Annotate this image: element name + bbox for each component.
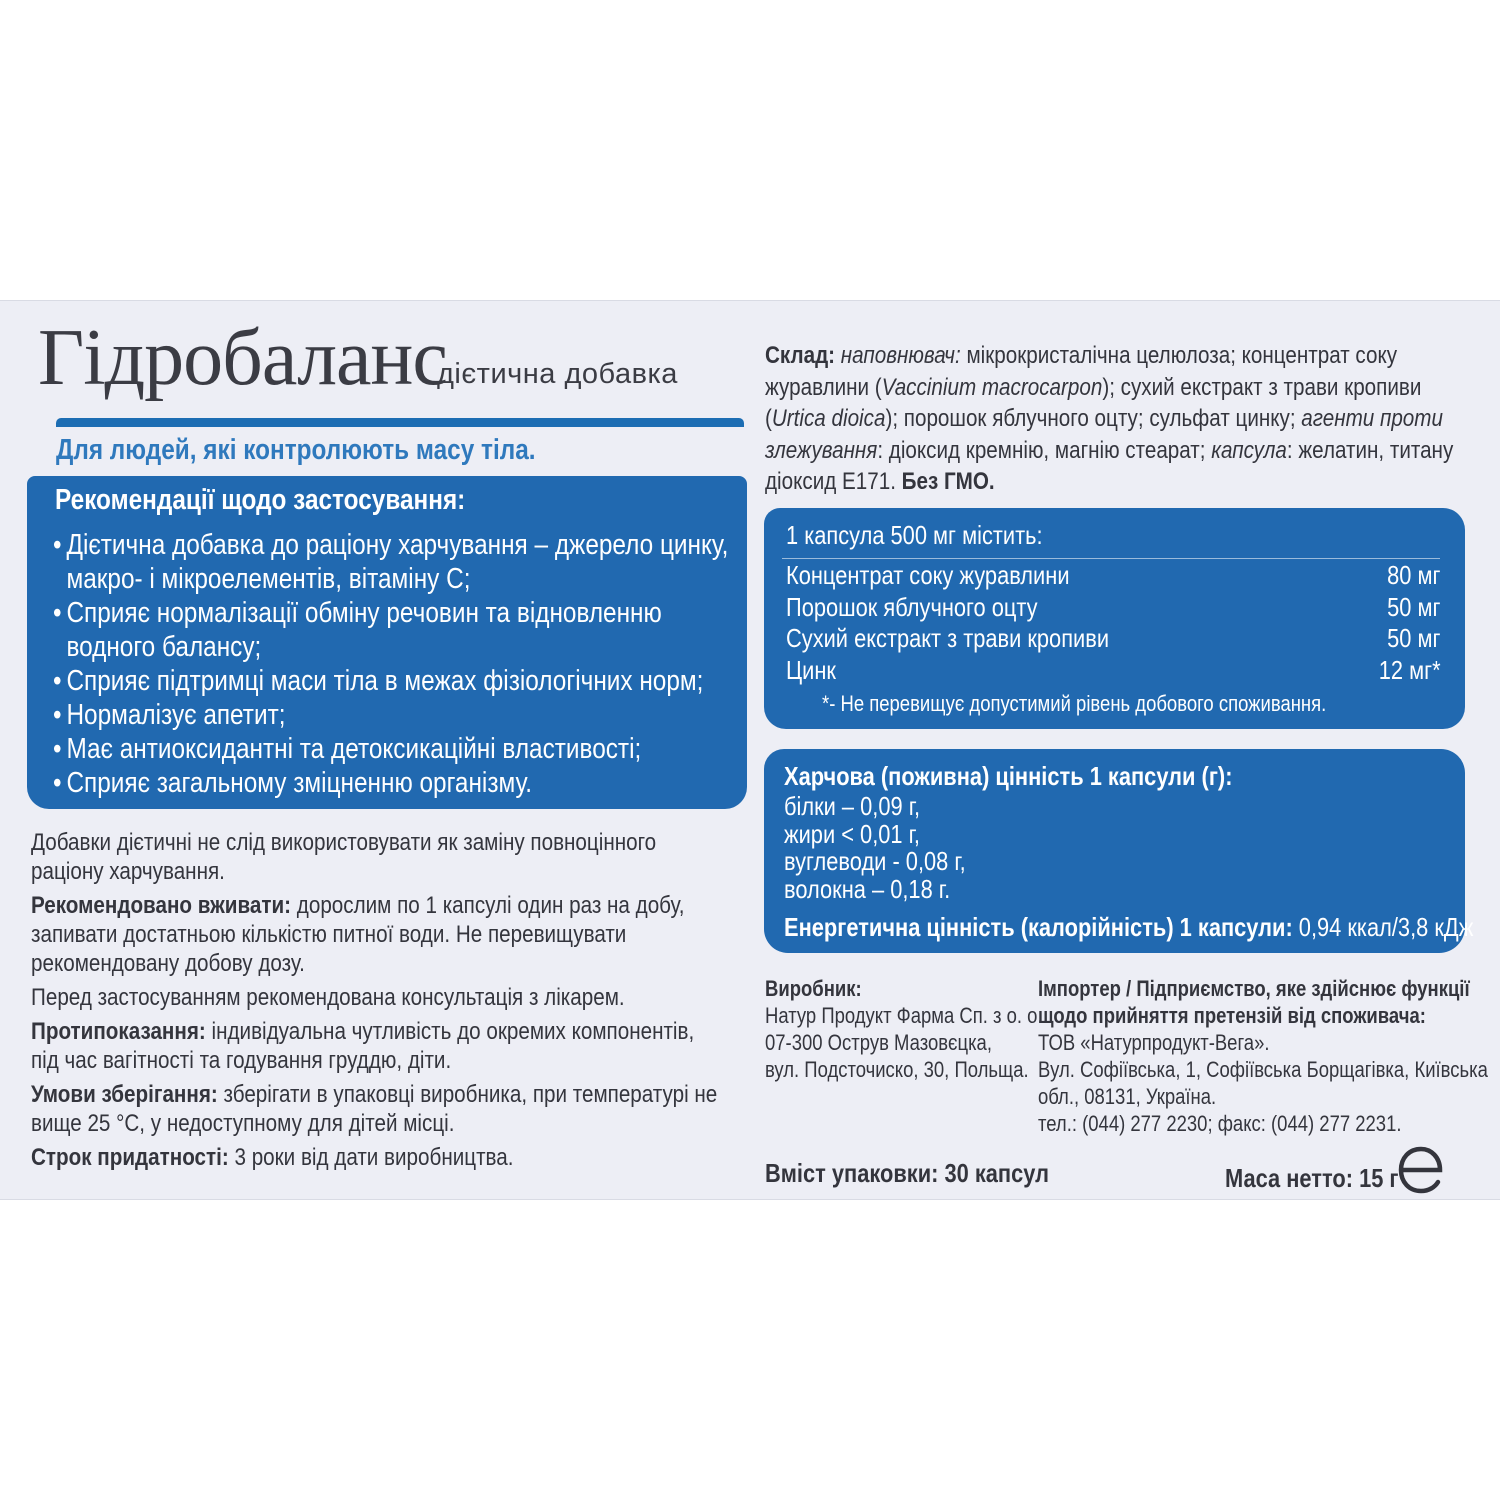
ingredients-table [786, 560, 1441, 686]
ingredient-name: Цинк [786, 654, 836, 685]
bullet-icon: • [53, 733, 62, 765]
list-item: білки – 0,09 г, [784, 791, 921, 821]
list-item: жири < 0,01 г, [784, 818, 920, 849]
nutrition-list [784, 793, 1000, 903]
bullet-icon: • [53, 529, 62, 561]
nutrition-panel [764, 749, 1474, 953]
storage-text: Умови зберігання: зберігати в упаковці виробника, при температурі не вище 25 °С, у недоступному для дітей місці. [31, 1081, 718, 1137]
table-row [786, 655, 1441, 687]
ingredients-panel [764, 508, 1465, 729]
dosage-label: Рекомендовано вживати: [31, 892, 292, 919]
bullet-icon: • [53, 767, 62, 799]
list-item: • Має антиоксидантні та детоксикаційні властивості; [53, 733, 642, 765]
bullet-icon: • [53, 597, 62, 629]
contraindications-label: Протипоказання: [31, 1018, 206, 1045]
table-row [786, 560, 1441, 592]
importer-info: Імпортер / Підприємство, яке здійснює функції щодо прийняття претензій від споживача: ТОВ «Натурпродукт-Вега». Вул. Софіївська, 1, Софіївська Борщагівка, Київська обл., 08131, Україна. тел.: (044) 277 2230; факс: (044) 277 2231. [1038, 976, 1488, 1136]
table-row [786, 592, 1441, 624]
recommendations-panel [27, 476, 747, 809]
composition-label: Склад: [765, 342, 836, 369]
energy-value: Енергетична цінність (калорійність) 1 капсули: 0,94 ккал/3,8 кДж [784, 912, 1474, 942]
ingredients-divider [782, 558, 1440, 559]
ingredient-amount: 12 мг* [1379, 654, 1441, 685]
consultation-text: Перед застосуванням рекомендована консультація з лікарем. [31, 984, 625, 1011]
nutrition-title: Харчова (поживна) цінність 1 капсули (г): [784, 761, 1233, 791]
manufacturer-label: Виробник: [765, 976, 862, 1001]
list-item: макро- і мікроелементів, вітаміну С; [66, 563, 471, 595]
ingredient-name: Сухий екстракт з трави кропиви [786, 623, 1110, 653]
tagline: Для людей, які контролюють масу тіла. [56, 434, 536, 466]
list-item: волокна – 0,18 г. [784, 873, 951, 904]
shelf-life-text: Строк придатності: 3 роки від дати виробництва. [31, 1144, 514, 1171]
list-item: вуглеводи - 0,08 г, [784, 846, 966, 876]
warning-text: Добавки дієтичні не слід використовувати як заміну повноцінного раціону харчування. [31, 829, 657, 885]
ingredients-header: 1 капсула 500 мг містить: [786, 520, 1043, 550]
storage-label: Умови зберігання: [31, 1081, 218, 1108]
ingredient-name: Концентрат соку журавлини [786, 560, 1070, 590]
list-item: водного балансу; [66, 631, 262, 663]
shelf-life-label: Строк придатності: [31, 1144, 229, 1171]
brand-subtitle: дієтична добавка [437, 358, 678, 390]
bullet-icon: • [53, 665, 62, 697]
recommendations-title: Рекомендації щодо застосування: [55, 484, 466, 516]
bullet-icon: • [53, 699, 62, 731]
list-item: • Сприяє підтримці маси тіла в межах фізіологічних норм; [53, 665, 704, 697]
ingredient-amount: 50 мг [1387, 591, 1441, 622]
list-item: • Сприяє загальному зміцненню організму. [53, 767, 533, 799]
contraindications-text: Протипоказання: індивідуальна чутливість до окремих компонентів, під час вагітності та годування груддю, діти. [31, 1018, 695, 1074]
estimated-sign-icon [1396, 1144, 1446, 1196]
composition-text: Склад: наповнювач: мікрокристалічна целюлоза; концентрат соку журавлини (Vaccinium macrocarpon); сухий екстракт з трави кропиви (Urtica dioica); порошок яблучного оцту; сульфат цинку; агенти проти злежування: діоксид кремнію, магнію стеарат; капсула: желатин, титану діоксид Е171. Без ГМО. [765, 342, 1454, 495]
importer-label: Імпортер / Підприємство, яке здійснює функції [1038, 976, 1470, 1001]
list-item: • Нормалізує апетит; [53, 699, 286, 731]
dosage-text: Рекомендовано вживати: дорослим по 1 капсулі один раз на добу, запивати достатньою кількістю питної води. Не перевищувати рекомендовану добову дозу. [31, 892, 685, 977]
header-divider [56, 418, 744, 427]
list-item: • Сприяє нормалізації обміну речовин та відновленню [53, 597, 662, 629]
brand-name: Гідробаланс [38, 314, 447, 402]
recommendations-list [53, 528, 857, 800]
ingredient-amount: 50 мг [1387, 623, 1441, 653]
ingredient-name: Порошок яблучного оцту [786, 591, 1038, 622]
table-row [786, 623, 1441, 655]
package-contents: Вміст упаковки: 30 капсул [765, 1158, 1050, 1188]
usage-notes [31, 828, 731, 1177]
ingredients-footnote: *- Не перевищує допустимий рівень добового споживання. [822, 691, 1327, 716]
manufacturer-info: Виробник: Натур Продукт Фарма Сп. з о. о. 07-300 Острув Мазовєцка, вул. Подсточиско, 30, Польща. [765, 976, 1043, 1082]
list-item: • Дієтична добавка до раціону харчування – джерело цинку, [53, 529, 729, 561]
ingredient-amount: 80 мг [1387, 560, 1441, 590]
net-mass: Маса нетто: 15 г [1225, 1163, 1399, 1193]
gmo-free-label: Без ГМО. [901, 468, 995, 495]
energy-label: Енергетична цінність (калорійність) 1 капсули: [784, 912, 1293, 942]
